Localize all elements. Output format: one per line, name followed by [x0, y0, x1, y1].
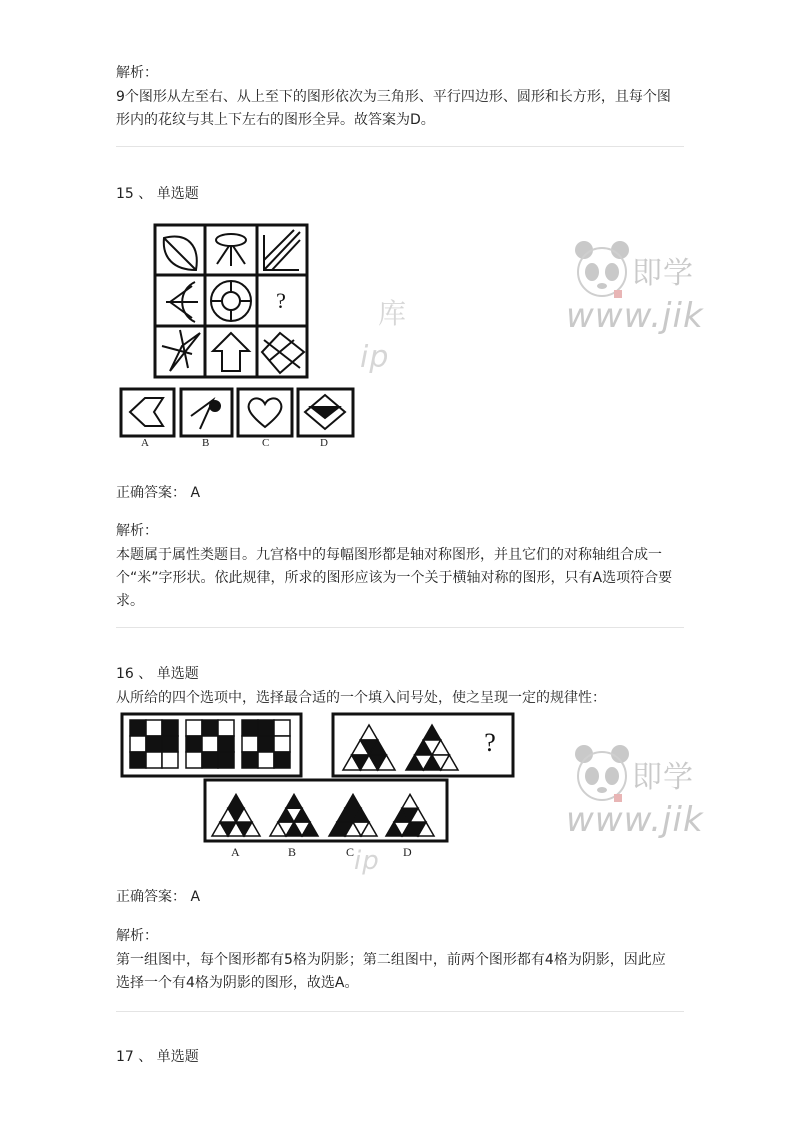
- q15-option-d-figure: [305, 395, 345, 429]
- grid-cell: [202, 752, 218, 768]
- q15-up-arrow-figure: [213, 333, 249, 371]
- q15-answer-value: A: [190, 485, 201, 501]
- watermark-faint-bottom: ip: [354, 846, 380, 876]
- q15-leaf-figure: [164, 237, 197, 270]
- grid-cell: [186, 736, 202, 752]
- q16-option-label-a: A: [231, 845, 240, 859]
- q15-answer-label: 正确答案：: [116, 485, 186, 501]
- grid-cell: [146, 736, 162, 752]
- grid-cell: [186, 752, 202, 768]
- q15-option-box-a: [121, 389, 174, 436]
- grid-cell: [146, 720, 162, 736]
- q15-corner-arrow-figure: [264, 230, 300, 270]
- q16-analysis-label: 解析：: [116, 928, 158, 944]
- grid-cell: [218, 736, 234, 752]
- q15-analysis-text: 本题属于属性类题目。九宫格中的每幅图形都是轴对称图形，并且它们的对称轴组合成一个“米”字形状。依此规律，所求的图形应该为一个关于横轴对称的图形，只有A选项符合要求。: [116, 547, 673, 609]
- q15-option-label-c: C: [262, 437, 270, 449]
- q15-option-label-b: B: [202, 437, 210, 449]
- q16-heading: 16 、 单选题: [116, 666, 199, 682]
- divider: [116, 1011, 684, 1012]
- grid-cell: [130, 736, 146, 752]
- q15-heading: 15 、 单选题: [116, 186, 199, 202]
- q16-answer-value: A: [190, 889, 201, 905]
- q16-prompt: 从所给的四个选项中，选择最合适的一个填入问号处，使之呈现一定的规律性：: [116, 690, 606, 706]
- grid-cell: [242, 720, 258, 736]
- q16-option-label-b: B: [288, 845, 297, 859]
- q16-answer-label: 正确答案：: [116, 889, 186, 905]
- grid-cell: [258, 720, 274, 736]
- q16-option-label-c: C: [346, 845, 355, 859]
- grid-cell: [162, 752, 178, 768]
- divider: [116, 627, 684, 628]
- grid-cell: [130, 720, 146, 736]
- grid-cell: [202, 736, 218, 752]
- watermark-faint-top-2: ip: [360, 340, 390, 375]
- triangle-cell: [286, 794, 302, 808]
- watermark-brand-bottom: 即学: [632, 760, 694, 795]
- q15-option-c-heart: [249, 398, 282, 427]
- grid-cell: [218, 720, 234, 736]
- q15-grid-question-mark: ?: [276, 288, 286, 313]
- grid-cell: [258, 752, 274, 768]
- grid-cell: [186, 720, 202, 736]
- watermark-brand-top: 即学: [632, 256, 694, 291]
- watermark-url-top: www.jik: [566, 296, 704, 336]
- q17-heading: 17 、 单选题: [116, 1049, 199, 1065]
- q15-option-box-c: [238, 389, 292, 436]
- q15-lamp-figure: [216, 234, 246, 266]
- triangle-cell: [360, 725, 377, 740]
- q15-ring-figure: [211, 281, 251, 321]
- q15-answer-row: [116, 482, 200, 505]
- q14-analysis-label: 解析：: [116, 65, 158, 81]
- q15-fan-figure: [166, 282, 198, 322]
- q15-option-a-figure: [130, 398, 163, 426]
- q15-plane-figure: [162, 330, 200, 371]
- grid-cell: [242, 736, 258, 752]
- grid-cell: [258, 736, 274, 752]
- q15-diamond-figure: [262, 333, 304, 373]
- grid-cell: [146, 752, 162, 768]
- grid-cell: [218, 752, 234, 768]
- q15-option-label-d: D: [320, 437, 328, 449]
- watermark-faint-top-1: 库: [378, 297, 408, 330]
- q16-question-mark: ?: [484, 728, 496, 757]
- q16-analysis-text: 第一组图中，每个图形都有5格为阴影；第二组图中，前两个图形都有4格为阴影，因此应选择一个有4格为阴影的图形，故选A。: [116, 952, 666, 991]
- q16-figure: [118, 710, 518, 860]
- grid-cell: [162, 736, 178, 752]
- grid-cell: [130, 752, 146, 768]
- panda-logo-icon: [572, 238, 632, 304]
- grid-cell: [274, 736, 290, 752]
- q15-option-b-figure: [191, 400, 220, 429]
- grid-cell: [274, 752, 290, 768]
- divider: [116, 146, 684, 147]
- watermark-url-bottom: www.jik: [566, 800, 704, 840]
- q16-answer-row: [116, 886, 200, 909]
- q14-analysis-text: 9个图形从左至右、从上至下的图形依次为三角形、平行四边形、圆形和长方形，且每个图形内的花纹与其上下左右的图形全异。故答案为D。: [116, 89, 671, 128]
- grid-cell: [242, 752, 258, 768]
- triangle-cell: [228, 794, 244, 808]
- grid-cell: [162, 720, 178, 736]
- q15-figure: [118, 222, 364, 448]
- triangle-cell: [402, 794, 418, 808]
- triangle-cell: [345, 794, 361, 808]
- grid-cell: [202, 720, 218, 736]
- grid-cell: [274, 720, 290, 736]
- triangle-cell: [423, 725, 440, 740]
- q15-analysis-label: 解析：: [116, 523, 158, 539]
- panda-logo-icon: [572, 742, 632, 808]
- q16-option-label-d: D: [403, 845, 412, 859]
- q15-option-label-a: A: [141, 437, 149, 449]
